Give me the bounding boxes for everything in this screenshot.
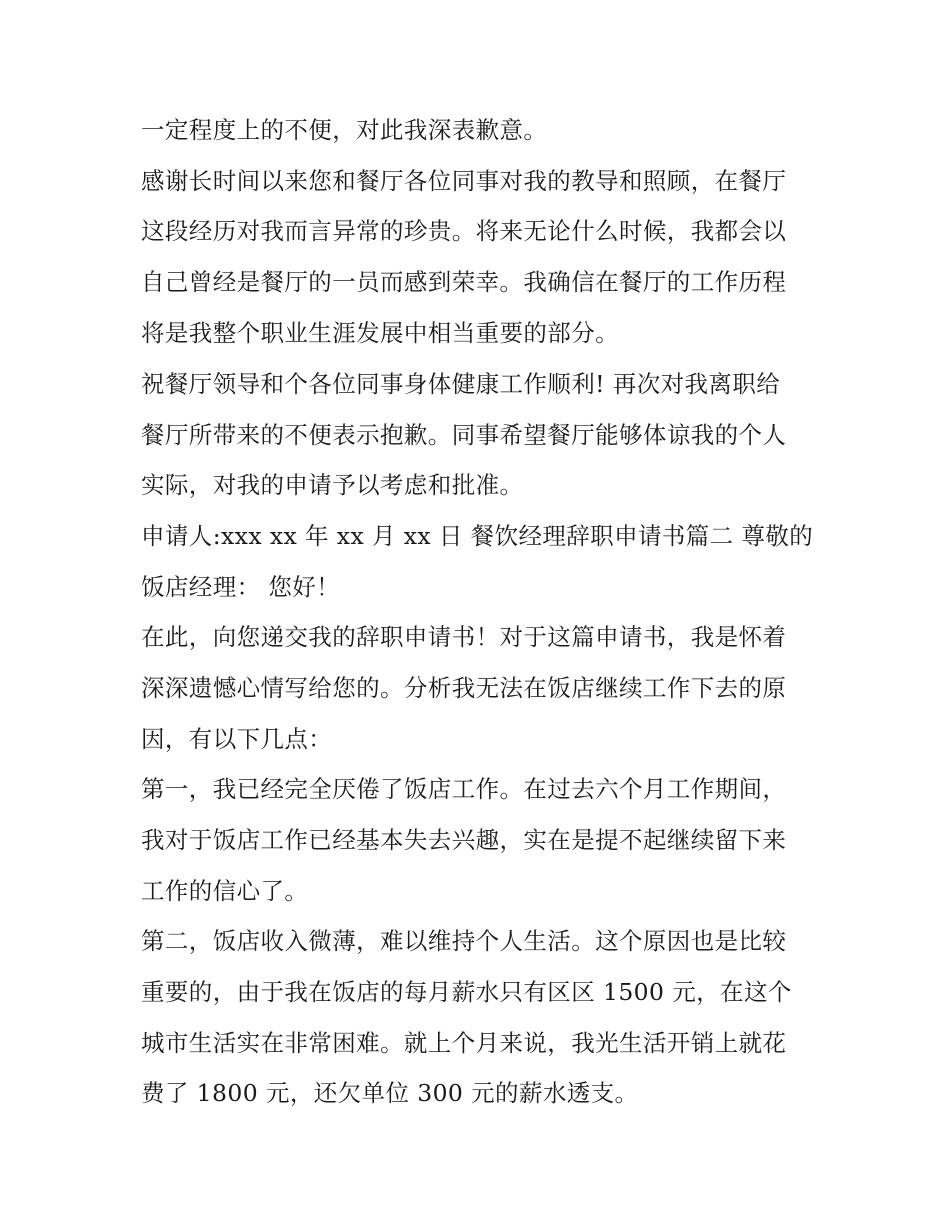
text-line: 餐厅所带来的不便表示抱歉。同事希望餐厅能够体谅我的个人 bbox=[141, 421, 787, 449]
text-line: 感谢长时间以来您和餐厅各位同事对我的教导和照顾，在餐厅 bbox=[141, 167, 787, 195]
text-line: 一定程度上的不便，对此我深表歉意。 bbox=[141, 116, 548, 144]
text-line: 祝餐厅领导和个各位同事身体健康工作顺利! 再次对我离职给 bbox=[141, 370, 781, 398]
text-line: 工作的信心了。 bbox=[141, 877, 309, 905]
text-line: 将是我整个职业生涯发展中相当重要的部分。 bbox=[141, 319, 619, 347]
text-line: 申请人:xxx xx 年 xx 月 xx 日 餐饮经理辞职申请书篇二 尊敬的 bbox=[141, 522, 814, 550]
text-line: 重要的，由于我在饭店的每月薪水只有区区 1500 元，在这个 bbox=[141, 978, 792, 1006]
text-line: 自己曾经是餐厅的一员而感到荣幸。我确信在餐厅的工作历程 bbox=[141, 268, 787, 296]
text-line: 城市生活实在非常困难。就上个月来说，我光生活开销上就花 bbox=[141, 1029, 787, 1057]
text-line: 这段经历对我而言异常的珍贵。将来无论什么时候，我都会以 bbox=[141, 217, 787, 245]
text-line: 在此，向您递交我的辞职申请书！对于这篇申请书，我是怀着 bbox=[141, 623, 787, 651]
text-line: 我对于饭店工作已经基本失去兴趣，实在是提不起继续留下来 bbox=[141, 826, 787, 854]
text-line: 费了 1800 元，还欠单位 300 元的薪水透支。 bbox=[141, 1079, 639, 1107]
text-line: 因，有以下几点： bbox=[141, 725, 333, 753]
text-line: 深深遗憾心情写给您的。分析我无法在饭店继续工作下去的原 bbox=[141, 674, 787, 702]
text-line: 第一，我已经完全厌倦了饭店工作。在过去六个月工作期间， bbox=[141, 775, 787, 803]
text-line: 饭店经理： 您好！ bbox=[141, 573, 341, 601]
text-line: 实际，对我的申请予以考虑和批准。 bbox=[141, 471, 524, 499]
text-line: 第二，饭店收入微薄，难以维持个人生活。这个原因也是比较 bbox=[141, 927, 787, 955]
